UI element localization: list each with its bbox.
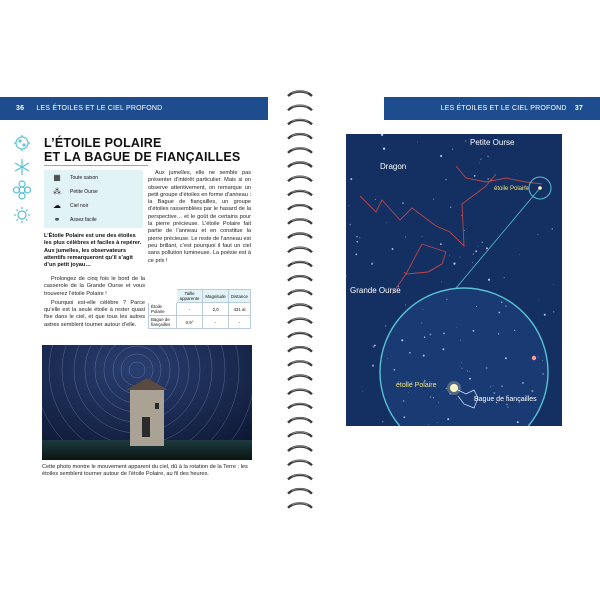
background-star [385,325,386,326]
table-header-cell: Taille apparente [176,290,203,303]
zoom-star [409,352,411,354]
photo-caption: Cette photo montre le mouvement apparent du ciel, dû à la rotation de la Terre : les étoiles semblent tourner autour de l’étoile Polaire, au fil des heures. [42,464,248,477]
background-star [450,207,451,208]
background-star [372,346,374,348]
zoom-star [501,386,502,387]
spiral-ring [288,205,312,210]
background-star [472,262,473,263]
zoom-star [501,301,503,303]
background-star [349,224,351,226]
zoom-star [486,367,488,369]
background-star [440,243,442,245]
background-star [382,421,383,422]
title-line-2: ET LA BAGUE DE FIANÇAILLES [44,150,241,164]
zoom-star [507,406,508,407]
cloud-icon: ☁ [53,201,61,210]
background-star [417,142,418,143]
background-star [474,175,476,177]
background-star [553,284,554,285]
zoom-star [514,330,515,331]
info-row-season: ▦ Toute saison [50,172,98,184]
background-star [405,304,406,305]
binoculars-icon: ⚭ [53,215,61,224]
left-body-text [44,276,145,331]
zoom-star [437,422,438,423]
zoom-star [457,327,458,328]
background-star [516,173,517,174]
right-page-number: 37 [574,105,583,112]
background-star [375,199,376,200]
zoom-star [542,373,544,375]
label-dragon: Dragon [380,162,407,171]
star-trail-photo [42,345,252,460]
spiral-ring [288,276,312,281]
background-star [552,228,553,229]
zoom-star [404,416,406,418]
background-star [486,247,488,249]
background-star [392,248,394,250]
table-cell: Bague de fiançailles [149,316,177,329]
zoom-star [442,348,444,350]
spiral-ring [288,461,312,466]
background-star [465,140,466,141]
table-header-cell [149,290,177,303]
zoom-star [538,357,539,358]
zoom-star [505,357,507,359]
table-cell: Étoile Polaire [149,303,177,316]
background-star [504,277,505,278]
zoom-star [424,337,425,338]
zoom-star [438,402,439,403]
zoom-star [422,309,423,310]
zoom-star [473,330,475,332]
zoom-star [428,424,429,425]
background-star [433,199,434,200]
zoom-star [469,378,471,380]
constellation-icon: ⁂ [53,187,61,196]
body-paragraph-1: Prolongez de cinq fois le bord de la casserole de la Grande Ourse et vous trouverez l’étoile Polaire ! [44,276,145,297]
spiral-ring [288,305,312,310]
table-cell: - [203,316,229,329]
spiral-ring [288,404,312,409]
spiral-ring [288,418,312,423]
spiral-ring [288,347,312,352]
spiral-ring [288,262,312,267]
spiral-ring [288,134,312,139]
zoom-star [498,333,499,334]
background-star [452,149,453,150]
background-star [539,300,540,301]
right-body-text [148,170,251,267]
zoom-star [423,355,425,357]
background-star [480,159,481,160]
spiral-ring [288,120,312,125]
background-star [477,246,478,247]
spiral-ring [288,432,312,437]
label-etoile-polaire-small: étoile Polaire [494,186,529,192]
zoom-star [461,362,462,363]
background-star [487,156,489,158]
right-paragraph: Aux jumelles, elle ne semble pas présenter d’intérêt particulier. Mais si on observe attentivement, on remarque un petit groupe d’étoiles en forme d’anneau : la Bague de fiançailles, un groupe d’étoiles rassemblées par le hasard de la perspective… et le goût de certains pour la pierre précieuse. L’étoile Polaire fait partie de l’anneau et en constitue la pierre précieuse. Le reste de l’anneau est peu brillant, c’est pourquoi il faut un ciel sans pollution lumineuse. La poésie est à ce prix ! [148,170,251,264]
calendar-icon: ▦ [53,173,61,182]
snowflake-icon [15,159,29,175]
zoom-star [517,421,519,423]
background-star [402,202,404,204]
background-star [553,311,554,312]
right-header-text: LES ÉTOILES ET LE CIEL PROFOND [440,105,567,112]
table-cell: - [228,316,250,329]
bacteria-icon [14,135,30,151]
table-row [149,316,251,329]
background-star [519,254,520,255]
background-star [440,155,442,157]
article-title [44,136,264,164]
spiral-ring [288,106,312,111]
spiral-ring [288,177,312,182]
zoom-star [403,400,405,402]
info-row-difficulty: ⚭ Assez facile [50,214,97,226]
zoom-star [490,386,491,387]
left-header-text: LES ÉTOILES ET LE CIEL PROFOND [36,105,163,112]
table-row [149,303,251,316]
flower-icon [14,181,31,199]
zoom-star [443,332,445,334]
background-star [445,179,446,180]
zoom-star [446,388,447,389]
background-star [449,255,450,256]
body-paragraph-2: Pourquoi est-elle célèbre ? Parce qu’elle est la seule étoile à rester quasi fixe dans le ciel, et que tous les autres astres semblent tourner autour d’elle. [44,299,145,328]
zoom-star [506,404,508,406]
background-star [479,163,480,164]
table-cell: 2,0 [203,303,229,316]
sun-icon [14,207,30,223]
spiral-ring [288,489,312,494]
background-star [405,236,406,237]
background-star [372,364,374,366]
spiral-ring [288,234,312,239]
background-star [460,257,461,258]
background-star [348,205,349,206]
right-header-band [384,97,600,120]
zoom-star [430,396,432,398]
left-page-number: 36 [16,105,25,112]
table-cell: - [176,303,203,316]
zoom-star [447,418,449,420]
spiral-ring [288,475,312,480]
title-rule [44,165,148,166]
zoom-star [493,392,495,394]
background-star [383,147,385,149]
background-star [482,242,483,243]
zoom-star [433,397,434,398]
background-star [473,253,474,254]
zoom-star [460,366,461,367]
sky-map [346,134,562,426]
background-star [362,391,363,392]
zoom-star [394,369,396,371]
spiral-ring [288,376,312,381]
background-star [453,263,455,265]
background-star [371,263,373,265]
label-etoile-polaire-zoom: étoile Polaire [396,382,437,389]
spiral-ring [288,290,312,295]
spiral-ring [288,191,312,196]
side-icons [11,133,33,228]
background-star [488,279,490,281]
background-star [356,241,357,242]
spiral-ring [288,319,312,324]
spiral-ring [288,163,312,168]
zoom-star [522,382,524,384]
spiral-ring [288,92,312,97]
background-star [386,222,387,223]
spiral-ring [288,390,312,395]
spiral-ring [288,447,312,452]
zoom-star [401,339,403,341]
background-star [374,345,376,347]
zoom-star [461,368,462,369]
zoom-star [469,371,470,372]
label-grande-ourse: Grande Ourse [350,286,401,295]
table-cell: 431 al [228,303,250,316]
label-bague: Bague de fiançailles [474,396,537,403]
zoom-star [498,312,500,314]
background-star [487,178,489,180]
zoom-star [456,399,457,400]
background-star [544,314,546,316]
background-star [422,236,423,237]
zoom-star [429,334,431,336]
zoom-star [531,390,533,392]
zoom-star [476,306,477,307]
spiral-ring [288,248,312,253]
zoom-star [493,385,494,386]
info-row-constellation: ⁂ Petite Ourse [50,186,98,198]
zoom-star [505,305,506,306]
lead-paragraph: L’Étoile Polaire est une des étoiles les plus célèbres et faciles à repérer. Aux jumelles, les observateurs attentifs remarqueront qu’il s’agit d’un petit joyau… [44,233,142,269]
table-header-cell: Magnitude [203,290,229,303]
title-line-1: L’ÉTOILE POLAIRE [44,136,162,150]
table-header-row [149,290,251,303]
info-row-sky: ☁ Ciel noir [50,200,88,212]
spiral-ring [288,219,312,224]
background-star [475,250,477,252]
zoom-star [421,322,422,323]
background-star [350,178,352,180]
background-star [355,253,357,255]
spiral-binding [284,88,316,518]
spiral-ring [288,333,312,338]
table-cell: 0,9° [176,316,203,329]
spiral-ring [288,503,312,508]
zoom-star [467,370,468,371]
zoom-star [542,360,543,361]
spiral-ring [288,148,312,153]
zoom-star [446,299,447,300]
background-star [382,145,383,146]
zoom-star [408,392,409,393]
label-petite-ourse: Petite Ourse [470,138,515,147]
tower [126,378,168,446]
table-header-cell: Distance [228,290,250,303]
background-star [464,230,465,231]
zoom-star [387,358,388,359]
info-box [44,170,143,228]
background-star [356,236,357,237]
background-star [441,282,442,283]
background-star [537,234,538,235]
background-star [359,237,360,238]
data-table [148,289,251,329]
zoom-star [460,340,461,341]
left-header-band [0,97,268,120]
spiral-ring [288,361,312,366]
